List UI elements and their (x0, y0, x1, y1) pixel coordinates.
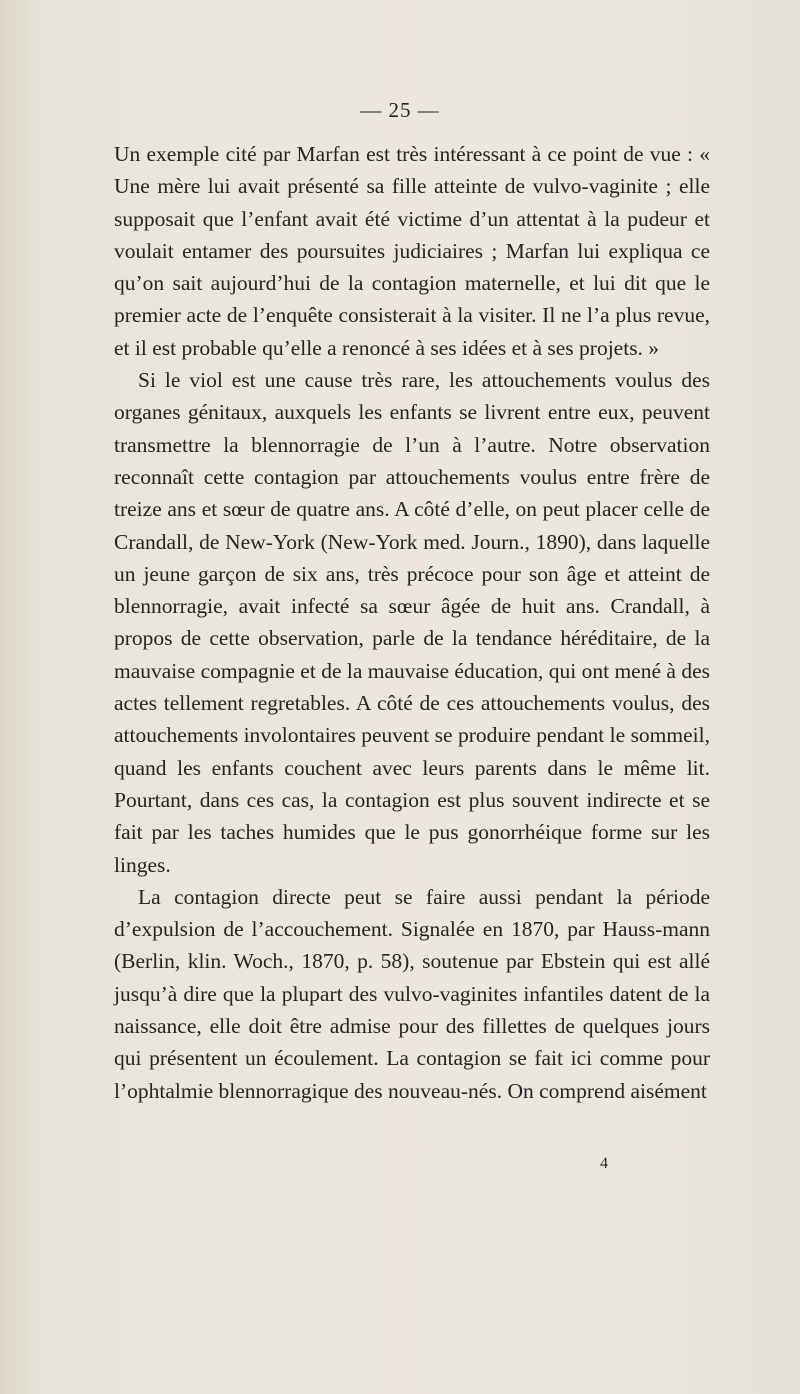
page-number: — 25 — (360, 98, 440, 122)
paragraph-2: Si le viol est une cause très rare, les attouchements voulus des organes génitaux, auxquels les enfants se livrent entre eux, peuvent transmettre la blennorragie de l’un à l’autre. Notre observation reconnaît cette contagion par attouchements voulus entre frère de treize ans et sœur de quatre ans. A côté d’elle, on peut placer celle de Crandall, de New-York (New-York med. Journ., 1890), dans laquelle un jeune garçon de six ans, très précoce pour son âge et atteint de blennorragie, avait infecté sa sœur âgée de huit ans. Crandall, à propos de cette observation, parle de la tendance héréditaire, de la mauvaise compagnie et de la mauvaise éducation, qui ont mené à des actes tellement regretables. A côté de ces attouchements voulus, des attouchements involontaires peuvent se produire pendant le sommeil, quand les enfants couchent avec leurs parents dans le même lit. Pourtant, dans ces cas, la contagion est plus souvent indirecte et se fait par les taches humides que le pus gonorrhéique forme sur les linges. (114, 368, 710, 877)
signature-mark: 4 (600, 1155, 608, 1172)
paragraph-3: La contagion directe peut se faire aussi pendant la période d’expulsion de l’accouchement. Signalée en 1870, par Hauss-mann (Berlin, klin. Woch., 1870, p. 58), soutenue par Ebstein qui est allé jusqu’à dire que la plupart des vulvo-vaginites infantiles datent de la naissance, elle doit être admise pour des fillettes de quelques jours qui présentent un écoulement. La contagion se fait ici comme pour l’ophtalmie blennorragique des nouveau-nés. On comprend aisément (114, 884, 710, 1103)
paragraph-1: Un exemple cité par Marfan est très intéressant à ce point de vue : « Une mère lui avait présenté sa fille atteinte de vulvo-vaginite ; elle supposait que l’enfant avait été victime d’un attentat à la pudeur et voulait entamer des poursuites judiciaires ; Marfan lui expliqua ce qu’on sait aujourd’hui de la contagion maternelle, et lui dit que le premier acte de l’enquête consisterait à la visiter. Il ne l’a plus revue, et il est probable qu’elle a renoncé à ses idées et à ses projets. » (114, 142, 710, 360)
body-text (114, 138, 710, 1107)
